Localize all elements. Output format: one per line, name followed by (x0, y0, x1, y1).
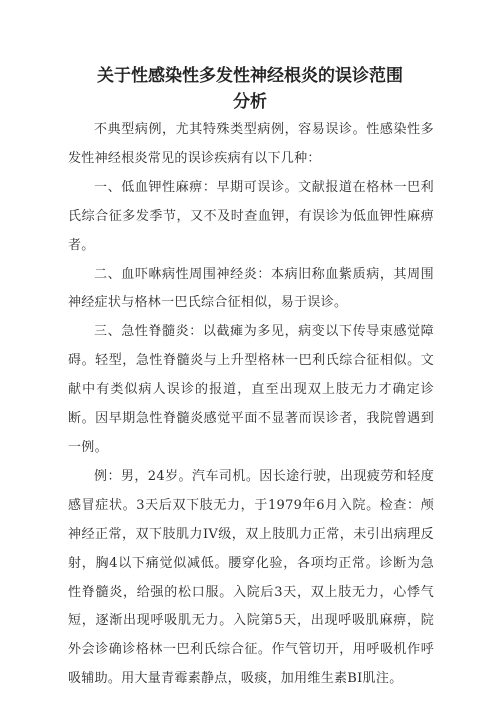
paragraph-case: 例：男，24岁。汽车司机。因长途行驶，出现疲劳和轻度感冒症状。3天后双下肢无力，于1979年6月入院。检查：颅神经正常，双下肢肌力IV级，双上肢肌力正常，未引出病理反射，胸4以下痛觉似减低。腰穿化验，各项均正常。诊断为急性脊髓炎，给强的松口服。入院后3天，双上肢无力，心悸气短，逐渐出现呼吸肌无力。入院第5天，出现呼吸肌麻痹，院外会诊确诊格林一巴利氏综合征。作气管切开，用呼吸机作呼吸辅助。用大量青霉素静点，吸痰，加用维生素BI肌注。 (68, 468, 434, 687)
paragraph-porphyria: 二、血吓咻病性周围神经炎：本病旧称血紫质病，其周围神经症状与格林一巴氏综合征相似，易于误诊。 (68, 266, 434, 311)
document-body (68, 116, 434, 694)
paragraph-myelitis: 三、急性脊髓炎：以截瘫为多见，病变以下传导束感觉障碍。轻型，急性脊髓炎与上升型格林一巴利氏综合征相似。文献中有类似病人误诊的报道，直至出现双上肢无力才确定诊断。因早期急性脊髓炎感觉平面不显著而误诊者，我院曾遇到一例。 (68, 324, 434, 455)
paragraph-intro: 不典型病例，尤其特殊类型病例，容易误诊。性感染性多发性神经根炎常见的误诊疾病有以下几种： (68, 122, 434, 166)
document-title: 关于性感染性多发性神经根炎的误诊范围分析 (97, 66, 403, 112)
paragraph-hypokalemia: 一、低血钾性麻痹：早期可误诊。文献报道在格林一巴利氏综合征多发季节，又不及时查血钾，有误诊为低血钾性麻痹者。 (68, 179, 434, 253)
